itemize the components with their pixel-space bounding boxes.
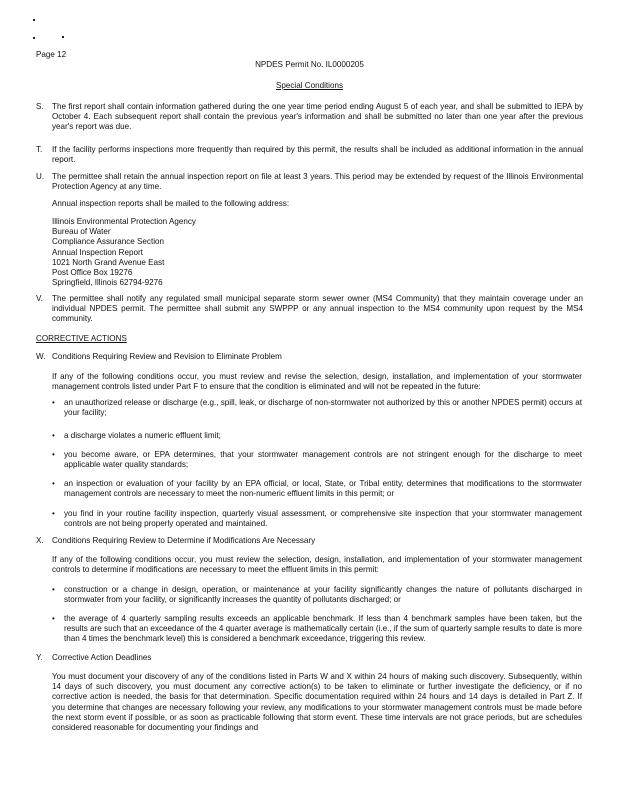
condition-x-intro: If any of the following conditions occur, you must review the selection, design, installation, and implementation of your stormwater management controls to determine if modifications are necessary to meet the effluent limits in this permit: [52, 555, 582, 575]
condition-label: X. [36, 536, 44, 545]
condition-y-text: You must document your discovery of any of the conditions listed in Parts W and X within 24 hours of making such discovery. Subsequently, within 14 days of such discovery, you must document any corrective action(s) to be taken to eliminate or further investigate the deficiency, or if no corrective action is needed, the basis for that determination. Specific documentation required within 24 hours and 14 days is detailed in Part Z. If you determine that changes are necessary following your review, any modifications to your stormwater management controls must be made before the next storm event if possible, or as soon as practicable following that storm event. These time intervals are not grace periods, but are schedules considered reasonable for documenting your findings and [52, 672, 582, 733]
list-item [52, 479, 582, 499]
scan-speck [33, 19, 35, 21]
address-line: Illinois Environmental Protection Agency [52, 217, 196, 226]
address-line: Bureau of Water [52, 227, 111, 237]
address-line: Springfield, Illinois 62794-9276 [52, 278, 163, 288]
list-item-text: you find in your routine facility inspection, quarterly visual assessment, or comprehensive site inspection that your stormwater management controls are not being properly operated and maintained. [64, 509, 582, 529]
list-item [52, 614, 582, 645]
list-item-text: construction or a change in design, operation, or maintenance at your facility significantly changes the nature of pollutants discharged in stormwater from your facility, or significantly increases the quantity of pollutants discharged; or [64, 585, 582, 605]
condition-text: The permittee shall retain the annual inspection report on file at least 3 years. This period may be extended by request of the Illinois Environmental Protection Agency at any time. [52, 172, 583, 192]
condition-label: S. [36, 102, 44, 111]
condition-w-title [36, 352, 583, 362]
list-item [52, 509, 582, 529]
address-line: Annual Inspection Report [52, 247, 143, 257]
condition-s [36, 102, 583, 133]
address-line: 1021 North Grand Avenue East [52, 257, 165, 267]
condition-text: If the facility performs inspections more frequently than required by this permit, the results shall be included as additional information in the annual report. [52, 145, 583, 165]
bullet: • [52, 585, 55, 594]
address-line: Post Office Box 19276 [52, 268, 133, 278]
list-item-text: an unauthorized release or discharge (e.g., spill, leak, or discharge of non-stormwater not authorized by this or another NPDES permit) occurs at your facility; [64, 398, 582, 418]
address-line: Compliance Assurance Section [52, 237, 165, 247]
condition-label: W. [36, 352, 46, 361]
permit-number: NPDES Permit No. IL0000205 [255, 60, 364, 69]
page-number: Page 12 [36, 50, 67, 59]
list-item-text: a discharge violates a numeric effluent limit; [64, 431, 221, 440]
condition-u [36, 172, 583, 192]
corrective-actions-heading: CORRECTIVE ACTIONS [36, 334, 127, 343]
condition-v [36, 294, 583, 325]
condition-x-title [36, 536, 583, 546]
condition-w-intro: If any of the following conditions occur, you must review and revise the selection, design, installation, and implementation of your stormwater management controls listed under Part F to ensure that the condition is eliminated and will not be repeated in the future: [52, 372, 582, 392]
condition-t [36, 145, 583, 165]
mail-intro: Annual inspection reports shall be mailed to the following address: [52, 199, 290, 208]
bullet: • [52, 614, 55, 623]
scan-speck [62, 36, 64, 38]
condition-text: The first report shall contain information gathered during the one year time period ending August 5 of each year, and shall be submitted to IEPA by October 4. Each subsequent report shall contain the previous year's information and shall be submitted no later than one year after the previous year's report was due. [52, 102, 583, 132]
list-item [52, 398, 582, 418]
list-item-text: the average of 4 quarterly sampling results exceeds an applicable benchmark. If less than 4 benchmark samples have been taken, but the results are such that an exceedance of the 4 quarter average is mathematically certain (i.e., if the sum of quarterly sample results to date is more than 4 times the benchmark level) this is considered a benchmark exceedance, triggering this review. [64, 614, 582, 644]
condition-title: Corrective Action Deadlines [52, 653, 152, 662]
condition-label: Y. [36, 653, 43, 662]
bullet: • [52, 479, 55, 488]
mailing-address [52, 217, 582, 288]
bullet: • [52, 431, 55, 440]
list-item [52, 585, 582, 605]
list-item [52, 450, 582, 470]
condition-label: U. [36, 172, 45, 181]
bullet: • [52, 398, 55, 407]
page-heading: Special Conditions [275, 81, 344, 90]
condition-text: The permittee shall notify any regulated small municipal separate storm sewer owner (MS4 Community) that they maintain coverage under an individual NPDES permit. The permittee shall submit any SWPPP or any annual inspection to the MS4 community upon request by the MS4 community. [52, 294, 583, 324]
list-item [52, 431, 582, 441]
scan-speck [33, 37, 35, 39]
condition-label: T. [36, 145, 43, 154]
condition-label: V. [36, 294, 43, 303]
list-item-text: an inspection or evaluation of your facility by an EPA official, or local, State, or Tribal entity, determines that modifications to the stormwater management controls are necessary to meet the non-numeric effluent limits in this permit; or [64, 479, 582, 499]
list-item-text: you become aware, or EPA determines, that your stormwater management controls are not stringent enough for the discharge to meet applicable water quality standards; [64, 450, 582, 470]
condition-title: Conditions Requiring Review to Determine if Modifications Are Necessary [52, 536, 316, 545]
bullet: • [52, 450, 55, 459]
bullet: • [52, 509, 55, 518]
condition-title: Conditions Requiring Review and Revision to Eliminate Problem [52, 352, 282, 361]
condition-y-title [36, 653, 583, 663]
